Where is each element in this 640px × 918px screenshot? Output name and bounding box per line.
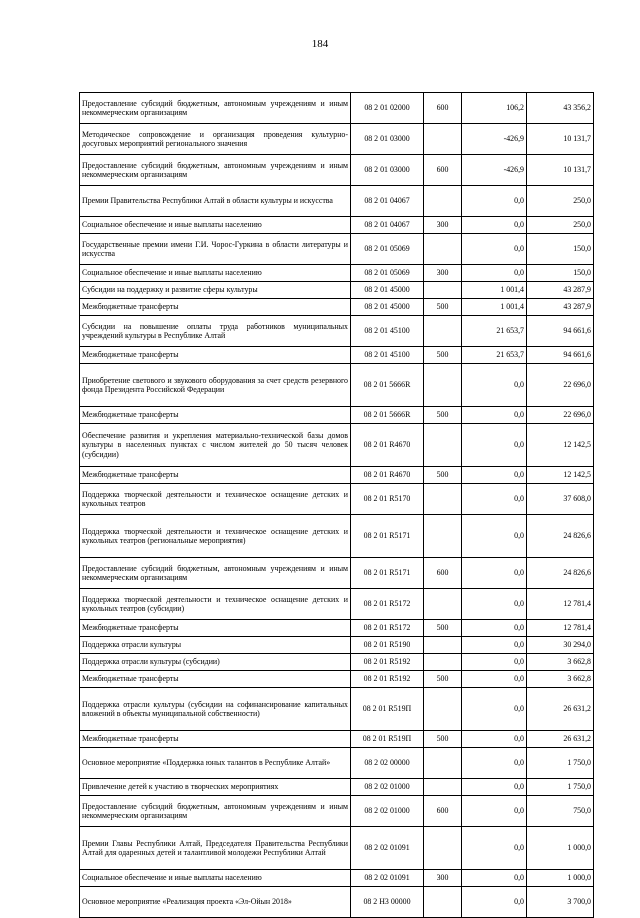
row-code-cell: 08 2 01 R5171 xyxy=(351,558,424,589)
row-change-cell: 0,0 xyxy=(462,186,527,217)
row-expense-type-cell: 500 xyxy=(424,467,462,484)
row-code-cell: 08 2 01 04067 xyxy=(351,186,424,217)
table-row xyxy=(80,424,594,467)
row-change-cell: 0,0 xyxy=(462,887,527,918)
table-row xyxy=(80,155,594,186)
row-code-cell: 08 2 02 01000 xyxy=(351,796,424,827)
row-change-cell: 0,0 xyxy=(462,265,527,282)
row-total-cell: 1 750,0 xyxy=(527,748,594,779)
row-name-cell: Предоставление субсидий бюджетным, автономным учреждениям и иным некоммерческим организациям xyxy=(80,558,351,589)
row-name-cell: Обеспечение развития и укрепления материально-технической базы домов культуры в населенных пунктах с числом жителей до 50 тысяч человек (субсидии) xyxy=(80,424,351,467)
row-expense-type-cell xyxy=(424,124,462,155)
row-change-cell: 0,0 xyxy=(462,827,527,870)
row-total-cell: 10 131,7 xyxy=(527,124,594,155)
row-total-cell: 12 142,5 xyxy=(527,424,594,467)
row-change-cell: 0,0 xyxy=(462,796,527,827)
row-name-cell: Предоставление субсидий бюджетным, автономным учреждениям и иным некоммерческим организациям xyxy=(80,796,351,827)
row-name-cell: Основное мероприятие «Поддержка юных талантов в Республике Алтай» xyxy=(80,748,351,779)
row-name-cell: Основное мероприятие «Реализация проекта «Эл-Ойын 2018» xyxy=(80,887,351,918)
row-expense-type-cell xyxy=(424,316,462,347)
table-row xyxy=(80,515,594,558)
row-expense-type-cell xyxy=(424,282,462,299)
row-code-cell: 08 2 01 R4670 xyxy=(351,467,424,484)
row-total-cell: 3 662,8 xyxy=(527,654,594,671)
row-name-cell: Социальное обеспечение и иные выплаты населению xyxy=(80,217,351,234)
row-expense-type-cell xyxy=(424,234,462,265)
row-code-cell: 08 2 01 04067 xyxy=(351,217,424,234)
row-name-cell: Поддержка творческой деятельности и техническое оснащение детских и кукольных театров xyxy=(80,484,351,515)
row-change-cell: 0,0 xyxy=(462,688,527,731)
row-total-cell: 94 661,6 xyxy=(527,347,594,364)
table-row xyxy=(80,887,594,918)
row-change-cell: 0,0 xyxy=(462,870,527,887)
row-name-cell: Поддержка отрасли культуры xyxy=(80,637,351,654)
row-code-cell: 08 2 02 01000 xyxy=(351,779,424,796)
row-code-cell: 08 2 01 R5190 xyxy=(351,637,424,654)
row-total-cell: 30 294,0 xyxy=(527,637,594,654)
table-row xyxy=(80,407,594,424)
table-row xyxy=(80,217,594,234)
row-change-cell: 0,0 xyxy=(462,217,527,234)
row-expense-type-cell xyxy=(424,424,462,467)
row-change-cell: 1 001,4 xyxy=(462,299,527,316)
row-change-cell: 21 653,7 xyxy=(462,316,527,347)
row-expense-type-cell: 600 xyxy=(424,796,462,827)
row-code-cell: 08 2 01 45100 xyxy=(351,316,424,347)
row-expense-type-cell: 500 xyxy=(424,620,462,637)
row-total-cell: 22 696,0 xyxy=(527,407,594,424)
row-change-cell: 0,0 xyxy=(462,558,527,589)
row-name-cell: Поддержка отрасли культуры (субсидии на софинансирование капитальных вложений в объекты муниципальной собственности) xyxy=(80,688,351,731)
row-expense-type-cell: 500 xyxy=(424,347,462,364)
row-code-cell: 08 2 01 R519П xyxy=(351,688,424,731)
table-row xyxy=(80,316,594,347)
table-row xyxy=(80,282,594,299)
row-change-cell: 0,0 xyxy=(462,748,527,779)
budget-table-body xyxy=(80,93,594,918)
table-row xyxy=(80,654,594,671)
row-expense-type-cell xyxy=(424,186,462,217)
row-change-cell: 0,0 xyxy=(462,637,527,654)
table-row xyxy=(80,620,594,637)
row-name-cell: Поддержка творческой деятельности и техническое оснащение детских и кукольных театров (региональные мероприятия) xyxy=(80,515,351,558)
row-expense-type-cell: 500 xyxy=(424,299,462,316)
row-expense-type-cell: 600 xyxy=(424,558,462,589)
row-total-cell: 10 131,7 xyxy=(527,155,594,186)
table-row xyxy=(80,748,594,779)
row-total-cell: 26 631,2 xyxy=(527,731,594,748)
table-row xyxy=(80,93,594,124)
row-name-cell: Субсидии на повышение оплаты труда работников муниципальных учреждений культуры в Республике Алтай xyxy=(80,316,351,347)
row-total-cell: 150,0 xyxy=(527,234,594,265)
row-name-cell: Межбюджетные трансферты xyxy=(80,299,351,316)
row-change-cell: 0,0 xyxy=(462,424,527,467)
row-expense-type-cell: 600 xyxy=(424,155,462,186)
row-name-cell: Методическое сопровождение и организация проведения культурно-досуговых мероприятий регионального значения xyxy=(80,124,351,155)
table-row xyxy=(80,467,594,484)
row-code-cell: 08 2 01 45100 xyxy=(351,347,424,364)
row-name-cell: Премии Правительства Республики Алтай в области культуры и искусства xyxy=(80,186,351,217)
row-expense-type-cell xyxy=(424,748,462,779)
row-expense-type-cell xyxy=(424,887,462,918)
table-row xyxy=(80,827,594,870)
row-change-cell: 0,0 xyxy=(462,589,527,620)
row-change-cell: 0,0 xyxy=(462,484,527,515)
row-change-cell: -426,9 xyxy=(462,155,527,186)
row-expense-type-cell: 500 xyxy=(424,671,462,688)
row-total-cell: 1 000,0 xyxy=(527,827,594,870)
row-name-cell: Премии Главы Республики Алтай, Председателя Правительства Республики Алтай для одаренных детей и талантливой молодежи Республики Алтай xyxy=(80,827,351,870)
row-change-cell: 1 001,4 xyxy=(462,282,527,299)
table-row xyxy=(80,124,594,155)
row-total-cell: 43 287,9 xyxy=(527,299,594,316)
row-code-cell: 08 2 01 R5172 xyxy=(351,620,424,637)
row-code-cell: 08 2 01 5666R xyxy=(351,364,424,407)
row-expense-type-cell xyxy=(424,515,462,558)
row-expense-type-cell xyxy=(424,779,462,796)
row-total-cell: 1 750,0 xyxy=(527,779,594,796)
row-change-cell: 0,0 xyxy=(462,654,527,671)
row-expense-type-cell xyxy=(424,484,462,515)
row-name-cell: Межбюджетные трансферты xyxy=(80,731,351,748)
row-expense-type-cell: 300 xyxy=(424,217,462,234)
row-name-cell: Социальное обеспечение и иные выплаты населению xyxy=(80,265,351,282)
row-total-cell: 1 000,0 xyxy=(527,870,594,887)
row-change-cell: 0,0 xyxy=(462,467,527,484)
row-change-cell: -426,9 xyxy=(462,124,527,155)
row-code-cell: 08 2 01 02000 xyxy=(351,93,424,124)
row-expense-type-cell: 600 xyxy=(424,93,462,124)
row-code-cell: 08 2 01 03000 xyxy=(351,124,424,155)
row-name-cell: Предоставление субсидий бюджетным, автономным учреждениям и иным некоммерческим организациям xyxy=(80,155,351,186)
row-code-cell: 08 2 01 R5192 xyxy=(351,654,424,671)
row-total-cell: 26 631,2 xyxy=(527,688,594,731)
row-total-cell: 3 700,0 xyxy=(527,887,594,918)
row-name-cell: Предоставление субсидий бюджетным, автономным учреждениям и иным некоммерческим организациям xyxy=(80,93,351,124)
table-row xyxy=(80,234,594,265)
table-row xyxy=(80,299,594,316)
row-name-cell: Межбюджетные трансферты xyxy=(80,407,351,424)
row-total-cell: 37 608,0 xyxy=(527,484,594,515)
row-expense-type-cell: 300 xyxy=(424,870,462,887)
budget-table xyxy=(79,92,594,918)
table-row xyxy=(80,364,594,407)
page-number: 184 xyxy=(311,38,329,50)
row-change-cell: 0,0 xyxy=(462,515,527,558)
row-total-cell: 22 696,0 xyxy=(527,364,594,407)
row-name-cell: Поддержка отрасли культуры (субсидии) xyxy=(80,654,351,671)
table-row xyxy=(80,688,594,731)
row-expense-type-cell: 500 xyxy=(424,407,462,424)
row-name-cell: Поддержка творческой деятельности и техническое оснащение детских и кукольных театров (субсидии) xyxy=(80,589,351,620)
row-change-cell: 0,0 xyxy=(462,779,527,796)
table-row xyxy=(80,186,594,217)
row-expense-type-cell: 500 xyxy=(424,731,462,748)
row-total-cell: 150,0 xyxy=(527,265,594,282)
row-code-cell: 08 2 01 R5171 xyxy=(351,515,424,558)
row-expense-type-cell xyxy=(424,637,462,654)
row-expense-type-cell xyxy=(424,589,462,620)
row-total-cell: 12 781,4 xyxy=(527,620,594,637)
row-name-cell: Межбюджетные трансферты xyxy=(80,620,351,637)
row-change-cell: 21 653,7 xyxy=(462,347,527,364)
row-expense-type-cell xyxy=(424,654,462,671)
row-code-cell: 08 2 01 45000 xyxy=(351,282,424,299)
row-total-cell: 12 142,5 xyxy=(527,467,594,484)
row-code-cell: 08 2 02 01091 xyxy=(351,827,424,870)
row-code-cell: 08 2 01 R519П xyxy=(351,731,424,748)
row-total-cell: 250,0 xyxy=(527,217,594,234)
row-code-cell: 08 2 01 R4670 xyxy=(351,424,424,467)
table-row xyxy=(80,558,594,589)
row-total-cell: 250,0 xyxy=(527,186,594,217)
row-code-cell: 08 2 02 01091 xyxy=(351,870,424,887)
row-code-cell: 08 2 01 03000 xyxy=(351,155,424,186)
table-row xyxy=(80,731,594,748)
row-change-cell: 0,0 xyxy=(462,731,527,748)
table-row xyxy=(80,265,594,282)
row-code-cell: 08 2 01 05069 xyxy=(351,265,424,282)
row-expense-type-cell xyxy=(424,827,462,870)
row-change-cell: 106,2 xyxy=(462,93,527,124)
row-change-cell: 0,0 xyxy=(462,671,527,688)
row-expense-type-cell: 300 xyxy=(424,265,462,282)
row-total-cell: 24 826,6 xyxy=(527,558,594,589)
row-name-cell: Межбюджетные трансферты xyxy=(80,467,351,484)
row-change-cell: 0,0 xyxy=(462,234,527,265)
table-row xyxy=(80,870,594,887)
row-total-cell: 12 781,4 xyxy=(527,589,594,620)
row-change-cell: 0,0 xyxy=(462,407,527,424)
table-row xyxy=(80,779,594,796)
row-total-cell: 24 826,6 xyxy=(527,515,594,558)
row-code-cell: 08 2 01 05069 xyxy=(351,234,424,265)
table-row xyxy=(80,484,594,515)
row-expense-type-cell xyxy=(424,688,462,731)
row-change-cell: 0,0 xyxy=(462,620,527,637)
row-code-cell: 08 2 01 5666R xyxy=(351,407,424,424)
row-name-cell: Социальное обеспечение и иные выплаты населению xyxy=(80,870,351,887)
row-total-cell: 43 287,9 xyxy=(527,282,594,299)
row-code-cell: 08 2 01 R5192 xyxy=(351,671,424,688)
table-row xyxy=(80,347,594,364)
row-code-cell: 08 2 01 R5172 xyxy=(351,589,424,620)
row-code-cell: 08 2 01 45000 xyxy=(351,299,424,316)
row-name-cell: Приобретение светового и звукового оборудования за счет средств резервного фонда Президента Российской Федерации xyxy=(80,364,351,407)
row-name-cell: Межбюджетные трансферты xyxy=(80,347,351,364)
row-expense-type-cell xyxy=(424,364,462,407)
row-name-cell: Субсидии на поддержку и развитие сферы культуры xyxy=(80,282,351,299)
row-total-cell: 750,0 xyxy=(527,796,594,827)
row-total-cell: 3 662,8 xyxy=(527,671,594,688)
table-row xyxy=(80,637,594,654)
table-row xyxy=(80,671,594,688)
row-code-cell: 08 2 Н3 00000 xyxy=(351,887,424,918)
row-name-cell: Привлечение детей к участию в творческих мероприятиях xyxy=(80,779,351,796)
table-row xyxy=(80,796,594,827)
row-name-cell: Государственные премии имени Г.И. Чорос-Гуркина в области литературы и искусства xyxy=(80,234,351,265)
row-code-cell: 08 2 02 00000 xyxy=(351,748,424,779)
row-code-cell: 08 2 01 R5170 xyxy=(351,484,424,515)
row-total-cell: 94 661,6 xyxy=(527,316,594,347)
row-change-cell: 0,0 xyxy=(462,364,527,407)
table-row xyxy=(80,589,594,620)
row-total-cell: 43 356,2 xyxy=(527,93,594,124)
row-name-cell: Межбюджетные трансферты xyxy=(80,671,351,688)
